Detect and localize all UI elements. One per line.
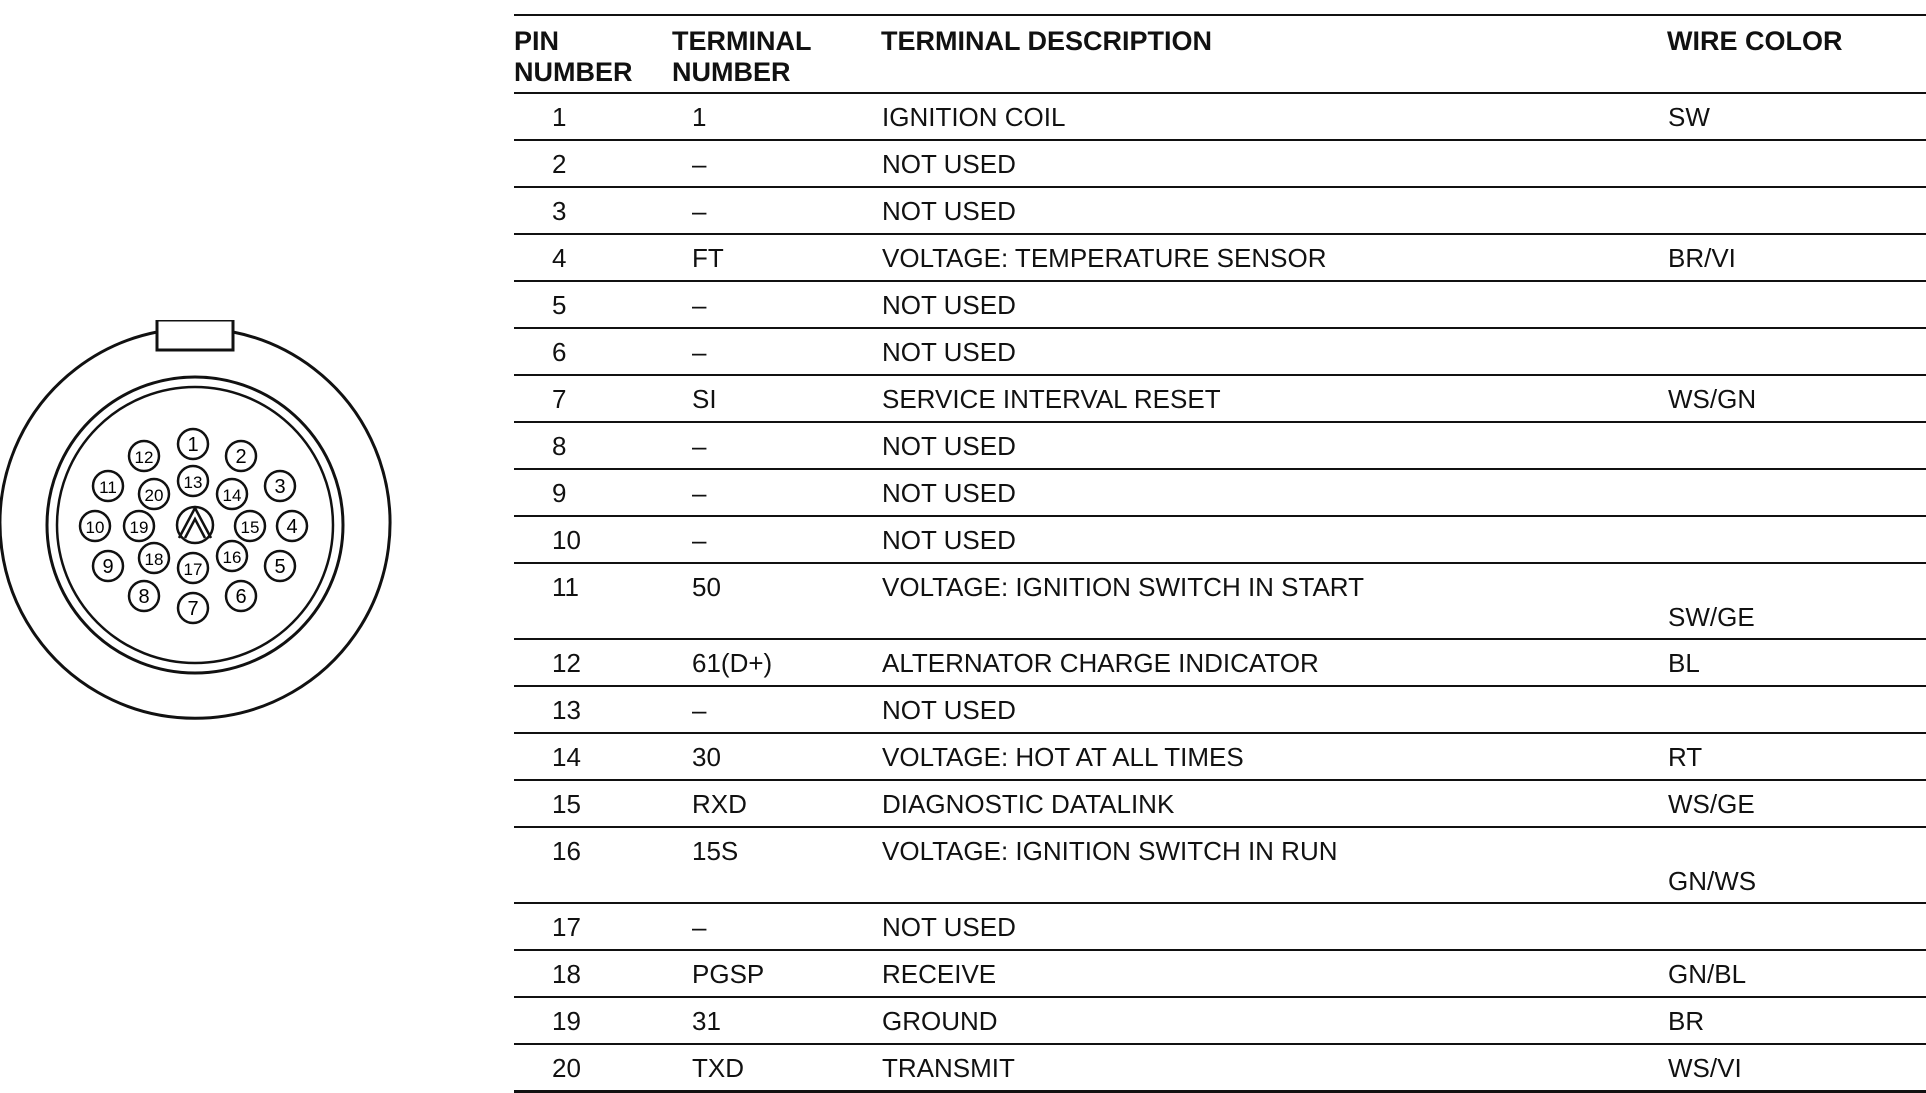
terminal-number-cell: –	[692, 196, 707, 226]
connector-pin-label: 13	[183, 473, 203, 492]
terminal-description-cell: RECEIVE	[882, 959, 997, 989]
header-terminal-number: TERMINAL NUMBER	[672, 26, 812, 87]
pin-number-cell: 3	[552, 196, 567, 226]
terminal-description-cell: NOT USED	[882, 290, 1016, 320]
wire-color-cell: SW/GE	[1668, 602, 1755, 632]
pin-number-cell: 1	[552, 102, 567, 132]
connector-pin-label: 18	[144, 550, 164, 569]
terminal-description-cell: NOT USED	[882, 525, 1016, 555]
terminal-number-cell: SI	[692, 384, 717, 414]
wire-color-cell: BR	[1668, 1006, 1705, 1036]
pinout-table	[514, 14, 1926, 1093]
connector-key-notch	[157, 320, 233, 350]
wire-color-cell: RT	[1668, 742, 1703, 772]
connector-pin-label: 11	[99, 478, 117, 497]
connector-pin-label: 16	[222, 548, 242, 567]
table-header-row	[514, 16, 1926, 94]
terminal-number-cell: FT	[692, 243, 724, 273]
pin-number-cell: 18	[552, 959, 581, 989]
terminal-description-cell: VOLTAGE: IGNITION SWITCH IN RUN	[882, 836, 1338, 866]
terminal-description-cell: VOLTAGE: TEMPERATURE SENSOR	[882, 243, 1327, 273]
pin-number-cell: 6	[552, 337, 567, 367]
connector-pin-10	[80, 511, 110, 541]
terminal-number-cell: –	[692, 525, 707, 555]
pin-number-cell: 20	[552, 1053, 581, 1083]
connector-face-drawing	[0, 320, 396, 730]
connector-pin-label: 2	[235, 446, 247, 468]
connector-pin-label: 5	[274, 556, 286, 578]
connector-pin-1	[178, 429, 208, 459]
wire-color-cell: GN/BL	[1668, 959, 1747, 989]
connector-pin-16	[217, 541, 247, 571]
header-terminal-description: TERMINAL DESCRIPTION	[881, 26, 1213, 56]
pin-number-cell: 2	[552, 149, 567, 179]
terminal-description-cell: NOT USED	[882, 695, 1016, 725]
terminal-number-cell: 30	[692, 742, 721, 772]
connector-pin-11	[93, 471, 123, 501]
terminal-number-cell: RXD	[692, 789, 747, 819]
table-row	[514, 781, 1926, 828]
table-row	[514, 564, 1926, 640]
terminal-number-cell: –	[692, 149, 707, 179]
connector-pin-label: 7	[187, 598, 199, 620]
table-row	[514, 329, 1926, 376]
connector-pin-label: 17	[183, 560, 203, 579]
terminal-number-cell: 31	[692, 1006, 721, 1036]
terminal-description-cell: DIAGNOSTIC DATALINK	[882, 789, 1175, 819]
table-row	[514, 470, 1926, 517]
table-row	[514, 687, 1926, 734]
table-row	[514, 188, 1926, 235]
table-row	[514, 998, 1926, 1045]
pin-number-cell: 11	[552, 572, 579, 602]
table-row	[514, 904, 1926, 951]
connector-pin-label: 10	[85, 518, 105, 537]
connector-pin-label: 20	[144, 486, 164, 505]
connector-pin-label: 3	[274, 476, 286, 498]
terminal-description-cell: VOLTAGE: IGNITION SWITCH IN START	[882, 572, 1364, 602]
table-row	[514, 141, 1926, 188]
wire-color-cell: WS/GN	[1668, 384, 1757, 414]
wire-color-cell: BL	[1668, 648, 1700, 678]
terminal-description-cell: NOT USED	[882, 196, 1016, 226]
connector-pin-19	[124, 511, 154, 541]
connector-diagram	[0, 320, 396, 730]
terminal-number-cell: –	[692, 695, 707, 725]
terminal-number-cell: –	[692, 478, 707, 508]
connector-pin-8	[129, 581, 159, 611]
terminal-description-cell: NOT USED	[882, 431, 1016, 461]
table-row	[514, 517, 1926, 564]
terminal-description-cell: VOLTAGE: HOT AT ALL TIMES	[882, 742, 1244, 772]
connector-pin-label: 12	[134, 448, 154, 467]
connector-pin-15	[235, 511, 265, 541]
pin-number-cell: 17	[552, 912, 581, 942]
terminal-number-cell: 15S	[692, 836, 739, 866]
table-row	[514, 94, 1926, 141]
connector-pin-label: 14	[222, 486, 242, 505]
connector-pin-9	[93, 551, 123, 581]
terminal-description-cell: IGNITION COIL	[882, 102, 1066, 132]
pin-number-cell: 19	[552, 1006, 581, 1036]
connector-pin-5	[265, 551, 295, 581]
terminal-number-cell: 61(D+)	[692, 648, 773, 678]
header-pin-number: PIN NUMBER	[514, 26, 633, 87]
connector-pin-label: 8	[138, 586, 150, 608]
connector-pin-label: 9	[102, 556, 114, 578]
wire-color-cell: BR/VI	[1668, 243, 1736, 273]
wire-color-cell: WS/VI	[1668, 1053, 1742, 1083]
table-row	[514, 282, 1926, 329]
terminal-number-cell: 50	[692, 572, 721, 602]
connector-pin-4	[277, 511, 307, 541]
connector-pin-label: 4	[286, 516, 298, 538]
pin-number-cell: 5	[552, 290, 567, 320]
connector-pin-6	[226, 581, 256, 611]
wire-color-cell: SW	[1668, 102, 1710, 132]
wire-color-cell: GN/WS	[1668, 866, 1757, 896]
pin-number-cell: 14	[552, 742, 581, 772]
pin-number-cell: 15	[552, 789, 581, 819]
terminal-description-cell: ALTERNATOR CHARGE INDICATOR	[882, 648, 1319, 678]
pin-number-cell: 16	[552, 836, 581, 866]
connector-pin-label: 6	[235, 586, 247, 608]
table-row	[514, 423, 1926, 470]
table-row	[514, 734, 1926, 781]
connector-pin-3	[265, 471, 295, 501]
connector-pin-2	[226, 441, 256, 471]
terminal-description-cell: NOT USED	[882, 912, 1016, 942]
pin-number-cell: 4	[552, 243, 567, 273]
pin-number-cell: 12	[552, 648, 581, 678]
table-row	[514, 1045, 1926, 1093]
pin-number-cell: 10	[552, 525, 581, 555]
connector-pin-17	[178, 553, 208, 583]
terminal-description-cell: NOT USED	[882, 478, 1016, 508]
terminal-description-cell: GROUND	[882, 1006, 998, 1036]
center-key-ring	[177, 507, 213, 543]
table-row	[514, 235, 1926, 282]
pin-number-cell: 7	[552, 384, 567, 414]
connector-pin-20	[139, 479, 169, 509]
table-row	[514, 376, 1926, 423]
pin-number-cell: 13	[552, 695, 581, 725]
terminal-number-cell: –	[692, 431, 707, 461]
connector-pin-18	[139, 543, 169, 573]
table-body	[514, 94, 1926, 1093]
terminal-number-cell: TXD	[692, 1053, 744, 1083]
table-row	[514, 828, 1926, 904]
connector-pin-label: 1	[187, 434, 199, 456]
connector-pin-7	[178, 593, 208, 623]
terminal-number-cell: 1	[692, 102, 707, 132]
connector-pin-13	[178, 466, 208, 496]
terminal-number-cell: –	[692, 337, 707, 367]
terminal-description-cell: NOT USED	[882, 149, 1016, 179]
header-wire-color: WIRE COLOR	[1667, 26, 1843, 56]
terminal-description-cell: SERVICE INTERVAL RESET	[882, 384, 1221, 414]
connector-pin-label: 19	[129, 518, 149, 537]
pin-layer	[80, 429, 307, 623]
connector-pin-14	[217, 479, 247, 509]
terminal-description-cell: TRANSMIT	[882, 1053, 1015, 1083]
terminal-number-cell: –	[692, 912, 707, 942]
table-row	[514, 951, 1926, 998]
connector-pin-label: 15	[240, 518, 260, 537]
pin-number-cell: 9	[552, 478, 567, 508]
pin-number-cell: 8	[552, 431, 567, 461]
connector-pin-12	[129, 441, 159, 471]
wire-color-cell: WS/GE	[1668, 789, 1755, 819]
terminal-number-cell: PGSP	[692, 959, 765, 989]
table-row	[514, 640, 1926, 687]
terminal-description-cell: NOT USED	[882, 337, 1016, 367]
terminal-number-cell: –	[692, 290, 707, 320]
